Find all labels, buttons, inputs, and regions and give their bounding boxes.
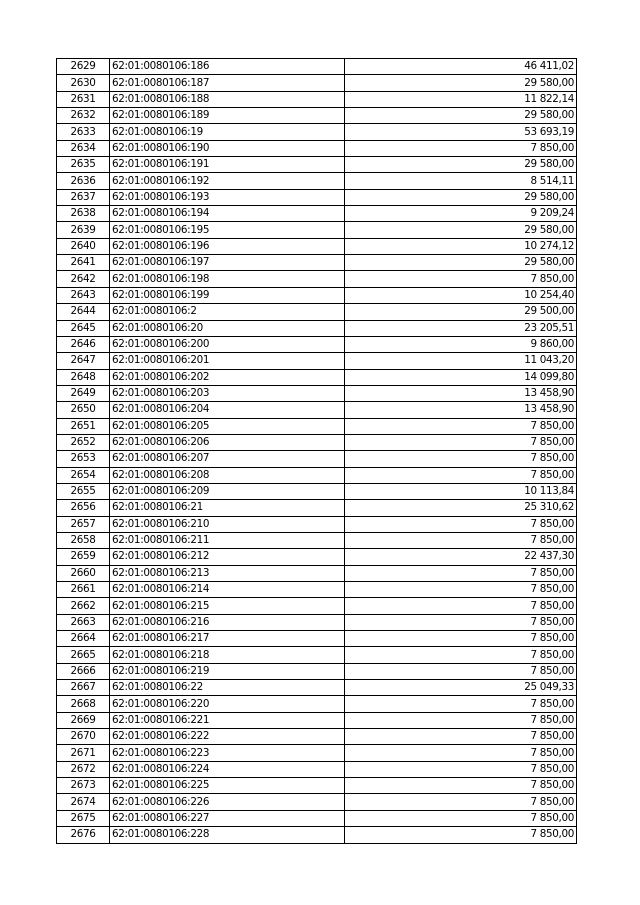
value-cell: 13 458,90	[345, 385, 577, 401]
cadastral-number-cell: 62:01:0080106:214	[110, 582, 345, 598]
cadastral-number-cell: 62:01:0080106:221	[110, 712, 345, 728]
cadastral-number-cell: 62:01:0080106:187	[110, 75, 345, 91]
table-row	[57, 614, 577, 630]
cadastral-number-cell: 62:01:0080106:188	[110, 91, 345, 107]
table-row	[57, 467, 577, 483]
cadastral-number-cell: 62:01:0080106:226	[110, 794, 345, 810]
row-number-cell: 2649	[57, 385, 110, 401]
value-cell: 7 850,00	[345, 451, 577, 467]
value-cell: 14 099,80	[345, 369, 577, 385]
row-number-cell: 2636	[57, 173, 110, 189]
row-number-cell: 2631	[57, 91, 110, 107]
value-cell: 7 850,00	[345, 140, 577, 156]
cadastral-number-cell: 62:01:0080106:21	[110, 500, 345, 516]
cadastral-number-cell: 62:01:0080106:203	[110, 385, 345, 401]
value-cell: 25 310,62	[345, 500, 577, 516]
cadastral-number-cell: 62:01:0080106:212	[110, 549, 345, 565]
table-row	[57, 712, 577, 728]
table-row	[57, 173, 577, 189]
row-number-cell: 2632	[57, 108, 110, 124]
value-cell: 29 580,00	[345, 75, 577, 91]
value-cell: 7 850,00	[345, 794, 577, 810]
cadastral-number-cell: 62:01:0080106:225	[110, 778, 345, 794]
cadastral-number-cell: 62:01:0080106:2	[110, 304, 345, 320]
cadastral-number-cell: 62:01:0080106:191	[110, 157, 345, 173]
cadastral-number-cell: 62:01:0080106:207	[110, 451, 345, 467]
value-cell: 7 850,00	[345, 631, 577, 647]
value-cell: 8 514,11	[345, 173, 577, 189]
value-cell: 7 850,00	[345, 729, 577, 745]
table-body	[57, 59, 577, 844]
value-cell: 7 850,00	[345, 434, 577, 450]
row-number-cell: 2648	[57, 369, 110, 385]
value-cell: 7 850,00	[345, 271, 577, 287]
cadastral-number-cell: 62:01:0080106:218	[110, 647, 345, 663]
row-number-cell: 2650	[57, 402, 110, 418]
value-cell: 22 437,30	[345, 549, 577, 565]
value-cell: 29 580,00	[345, 157, 577, 173]
row-number-cell: 2675	[57, 810, 110, 826]
value-cell: 29 500,00	[345, 304, 577, 320]
row-number-cell: 2653	[57, 451, 110, 467]
row-number-cell: 2646	[57, 336, 110, 352]
value-cell: 7 850,00	[345, 532, 577, 548]
cadastral-number-cell: 62:01:0080106:223	[110, 745, 345, 761]
row-number-cell: 2654	[57, 467, 110, 483]
cadastral-number-cell: 62:01:0080106:208	[110, 467, 345, 483]
table-row	[57, 336, 577, 352]
value-cell: 10 113,84	[345, 483, 577, 499]
value-cell: 46 411,02	[345, 59, 577, 75]
table-row	[57, 565, 577, 581]
value-cell: 7 850,00	[345, 467, 577, 483]
cadastral-number-cell: 62:01:0080106:209	[110, 483, 345, 499]
row-number-cell: 2642	[57, 271, 110, 287]
cadastral-number-cell: 62:01:0080106:186	[110, 59, 345, 75]
table-row	[57, 59, 577, 75]
row-number-cell: 2667	[57, 680, 110, 696]
cadastral-number-cell: 62:01:0080106:195	[110, 222, 345, 238]
row-number-cell: 2670	[57, 729, 110, 745]
value-cell: 29 580,00	[345, 222, 577, 238]
table-row	[57, 418, 577, 434]
row-number-cell: 2641	[57, 255, 110, 271]
table-row	[57, 287, 577, 303]
row-number-cell: 2665	[57, 647, 110, 663]
table-row	[57, 500, 577, 516]
table-row	[57, 532, 577, 548]
table-row	[57, 598, 577, 614]
value-cell: 7 850,00	[345, 663, 577, 679]
row-number-cell: 2635	[57, 157, 110, 173]
table-row	[57, 222, 577, 238]
value-cell: 7 850,00	[345, 712, 577, 728]
table-row	[57, 369, 577, 385]
cadastral-number-cell: 62:01:0080106:206	[110, 434, 345, 450]
value-cell: 7 850,00	[345, 582, 577, 598]
row-number-cell: 2669	[57, 712, 110, 728]
row-number-cell: 2652	[57, 434, 110, 450]
table-row	[57, 304, 577, 320]
cadastral-number-cell: 62:01:0080106:196	[110, 238, 345, 254]
table-row	[57, 696, 577, 712]
row-number-cell: 2644	[57, 304, 110, 320]
value-cell: 7 850,00	[345, 418, 577, 434]
table-row	[57, 238, 577, 254]
cadastral-number-cell: 62:01:0080106:202	[110, 369, 345, 385]
cadastral-number-cell: 62:01:0080106:204	[110, 402, 345, 418]
cadastral-number-cell: 62:01:0080106:219	[110, 663, 345, 679]
row-number-cell: 2661	[57, 582, 110, 598]
table-row	[57, 157, 577, 173]
cadastral-number-cell: 62:01:0080106:197	[110, 255, 345, 271]
cadastral-number-cell: 62:01:0080106:220	[110, 696, 345, 712]
row-number-cell: 2633	[57, 124, 110, 140]
row-number-cell: 2638	[57, 206, 110, 222]
table-row	[57, 75, 577, 91]
cadastral-number-cell: 62:01:0080106:194	[110, 206, 345, 222]
value-cell: 13 458,90	[345, 402, 577, 418]
cadastral-number-cell: 62:01:0080106:213	[110, 565, 345, 581]
table-row	[57, 680, 577, 696]
table-row	[57, 729, 577, 745]
cadastral-number-cell: 62:01:0080106:19	[110, 124, 345, 140]
table-row	[57, 483, 577, 499]
cadastral-number-cell: 62:01:0080106:192	[110, 173, 345, 189]
table-row	[57, 189, 577, 205]
row-number-cell: 2640	[57, 238, 110, 254]
row-number-cell: 2660	[57, 565, 110, 581]
cadastral-number-cell: 62:01:0080106:217	[110, 631, 345, 647]
table-row	[57, 353, 577, 369]
cadastral-number-cell: 62:01:0080106:200	[110, 336, 345, 352]
row-number-cell: 2673	[57, 778, 110, 794]
cadastral-number-cell: 62:01:0080106:22	[110, 680, 345, 696]
row-number-cell: 2666	[57, 663, 110, 679]
value-cell: 29 580,00	[345, 108, 577, 124]
cadastral-number-cell: 62:01:0080106:227	[110, 810, 345, 826]
value-cell: 7 850,00	[345, 614, 577, 630]
value-cell: 53 693,19	[345, 124, 577, 140]
table-row	[57, 320, 577, 336]
table-row	[57, 516, 577, 532]
cadastral-value-table	[56, 58, 577, 844]
row-number-cell: 2676	[57, 827, 110, 843]
table-row	[57, 108, 577, 124]
cadastral-number-cell: 62:01:0080106:189	[110, 108, 345, 124]
value-cell: 7 850,00	[345, 598, 577, 614]
row-number-cell: 2630	[57, 75, 110, 91]
row-number-cell: 2668	[57, 696, 110, 712]
cadastral-number-cell: 62:01:0080106:190	[110, 140, 345, 156]
value-cell: 9 209,24	[345, 206, 577, 222]
table-row	[57, 91, 577, 107]
table-row	[57, 434, 577, 450]
value-cell: 11 822,14	[345, 91, 577, 107]
table-row	[57, 794, 577, 810]
table-row	[57, 582, 577, 598]
value-cell: 11 043,20	[345, 353, 577, 369]
row-number-cell: 2643	[57, 287, 110, 303]
value-cell: 29 580,00	[345, 255, 577, 271]
table-row	[57, 549, 577, 565]
cadastral-number-cell: 62:01:0080106:205	[110, 418, 345, 434]
cadastral-number-cell: 62:01:0080106:224	[110, 761, 345, 777]
cadastral-number-cell: 62:01:0080106:228	[110, 827, 345, 843]
table-row	[57, 206, 577, 222]
document-page	[56, 58, 577, 844]
table-row	[57, 385, 577, 401]
value-cell: 7 850,00	[345, 696, 577, 712]
table-row	[57, 810, 577, 826]
row-number-cell: 2637	[57, 189, 110, 205]
row-number-cell: 2629	[57, 59, 110, 75]
cadastral-number-cell: 62:01:0080106:20	[110, 320, 345, 336]
value-cell: 7 850,00	[345, 810, 577, 826]
table-row	[57, 124, 577, 140]
cadastral-number-cell: 62:01:0080106:211	[110, 532, 345, 548]
value-cell: 7 850,00	[345, 778, 577, 794]
value-cell: 7 850,00	[345, 761, 577, 777]
table-row	[57, 402, 577, 418]
row-number-cell: 2672	[57, 761, 110, 777]
cadastral-number-cell: 62:01:0080106:198	[110, 271, 345, 287]
value-cell: 29 580,00	[345, 189, 577, 205]
row-number-cell: 2664	[57, 631, 110, 647]
table-row	[57, 140, 577, 156]
table-row	[57, 451, 577, 467]
cadastral-number-cell: 62:01:0080106:193	[110, 189, 345, 205]
cadastral-number-cell: 62:01:0080106:201	[110, 353, 345, 369]
table-row	[57, 745, 577, 761]
table-row	[57, 647, 577, 663]
row-number-cell: 2645	[57, 320, 110, 336]
value-cell: 7 850,00	[345, 745, 577, 761]
cadastral-number-cell: 62:01:0080106:199	[110, 287, 345, 303]
value-cell: 7 850,00	[345, 565, 577, 581]
value-cell: 7 850,00	[345, 647, 577, 663]
value-cell: 7 850,00	[345, 516, 577, 532]
table-row	[57, 631, 577, 647]
table-row	[57, 827, 577, 843]
value-cell: 23 205,51	[345, 320, 577, 336]
row-number-cell: 2655	[57, 483, 110, 499]
row-number-cell: 2674	[57, 794, 110, 810]
cadastral-number-cell: 62:01:0080106:210	[110, 516, 345, 532]
table-row	[57, 255, 577, 271]
cadastral-number-cell: 62:01:0080106:222	[110, 729, 345, 745]
cadastral-number-cell: 62:01:0080106:215	[110, 598, 345, 614]
table-row	[57, 761, 577, 777]
row-number-cell: 2657	[57, 516, 110, 532]
row-number-cell: 2656	[57, 500, 110, 516]
row-number-cell: 2639	[57, 222, 110, 238]
row-number-cell: 2658	[57, 532, 110, 548]
value-cell: 7 850,00	[345, 827, 577, 843]
row-number-cell: 2671	[57, 745, 110, 761]
table-row	[57, 663, 577, 679]
cadastral-number-cell: 62:01:0080106:216	[110, 614, 345, 630]
table-row	[57, 778, 577, 794]
row-number-cell: 2659	[57, 549, 110, 565]
value-cell: 9 860,00	[345, 336, 577, 352]
value-cell: 25 049,33	[345, 680, 577, 696]
row-number-cell: 2663	[57, 614, 110, 630]
row-number-cell: 2662	[57, 598, 110, 614]
value-cell: 10 254,40	[345, 287, 577, 303]
row-number-cell: 2647	[57, 353, 110, 369]
row-number-cell: 2651	[57, 418, 110, 434]
table-row	[57, 271, 577, 287]
row-number-cell: 2634	[57, 140, 110, 156]
value-cell: 10 274,12	[345, 238, 577, 254]
